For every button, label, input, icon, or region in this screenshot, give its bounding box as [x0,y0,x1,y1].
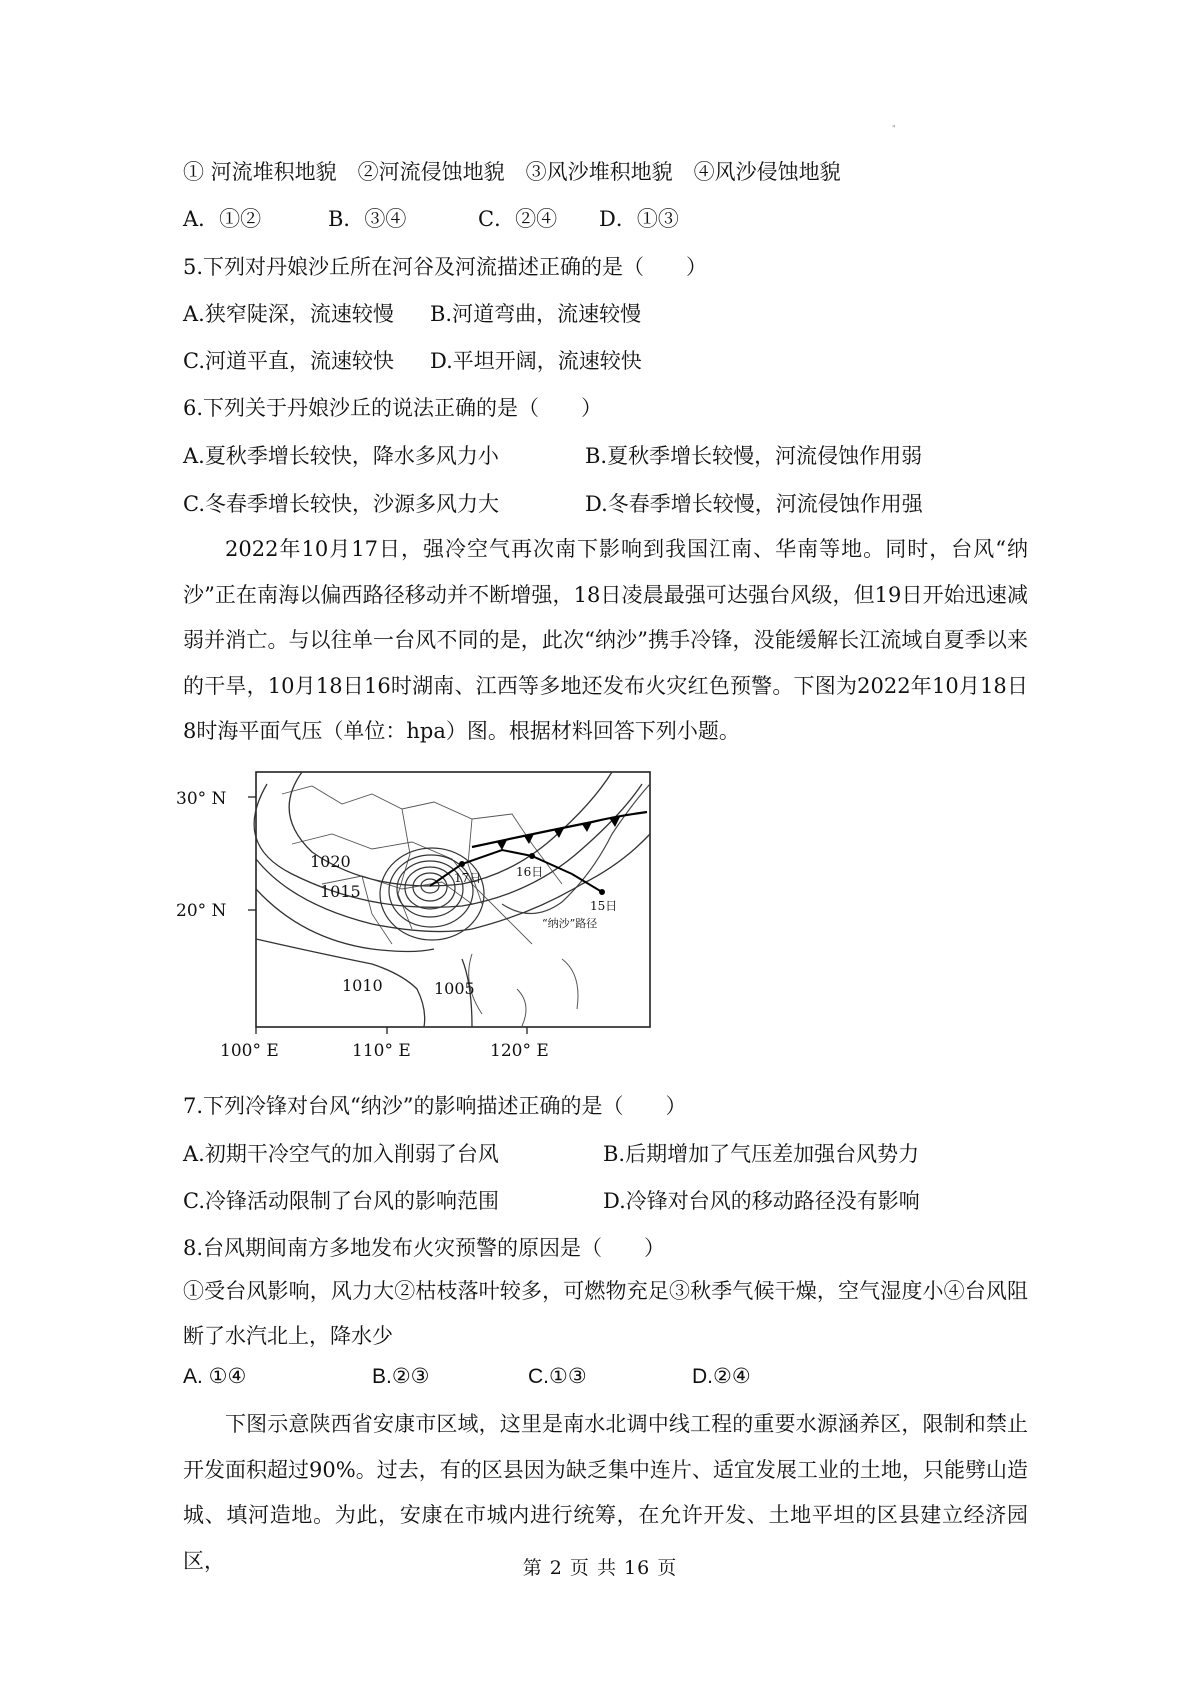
passage-typhoon: 2022年10月17日，强冷空气再次南下影响到我国江南、华南等地。同时，台风“纳沙”正在南海以偏西路径移动并不断增强，18日凌晨最强可达强台风级，但19日开始迅速减弱并消亡。与以往单一台风不同的是，此次“纳沙”携手冷锋，没能缓解长江流域自夏季以来的干旱，10月18日16时湖南、江西等多地还发布火灾红色预警。下图为2022年10月18日8时海平面气压（单位：hpa）图。根据材料回答下列小题。 [183,537,1028,743]
q8-items: ①受台风影响，风力大②枯枝落叶较多，可燃物充足③秋季气候干燥，空气湿度小④台风阻断了水汽北上，降水少 [183,1279,1028,1348]
q4-option-d[interactable]: D．①③ [599,207,679,231]
lat-label-20n: 20° N [176,901,227,921]
isobar-label-1010: 1010 [342,976,383,995]
lon-label-110e: 110° E [352,1041,411,1061]
q4-items: ① 河流堆积地貌 ②河流侵蚀地貌 ③风沙堆积地貌 ④风沙侵蚀地貌 [183,160,841,184]
q8-option-b[interactable]: B.②③ [372,1365,430,1388]
passage-ankang: 下图示意陕西省安康市区域，这里是南水北调中线工程的重要水源涵养区，限制和禁止开发面积超过90%。过去，有的区县因为缺乏集中连片、适宜发展工业的土地，只能劈山造城、填河造地。为此，安康在市城内进行统筹，在允许开发、土地平坦的区县建立经济园区， [183,1412,1028,1573]
lat-label-30n: 30° N [176,789,227,809]
q7-option-c[interactable]: C.冷锋活动限制了台风的影响范围 [183,1189,499,1213]
q7-option-d[interactable]: D.冷锋对台风的移动路径没有影响 [603,1189,920,1213]
q4-option-b[interactable]: B．③④ [328,207,407,231]
q5-option-b[interactable]: B.河道弯曲，流速较慢 [430,302,642,326]
isobar-label-1020: 1020 [310,852,351,871]
lon-label-100e: 100° E [220,1041,279,1061]
q6-stem: 6.下列关于丹娘沙丘的说法正确的是（ ） [183,396,603,420]
q6-option-b[interactable]: B.夏秋季增长较慢，河流侵蚀作用弱 [585,444,923,468]
lon-label-120e: 120° E [490,1041,549,1061]
isobar-label-1005: 1005 [434,979,475,998]
sea-level-pressure-map [172,764,662,1069]
corner-mark: " [892,124,896,133]
track-day-16: 16日 [516,865,544,879]
q6-option-c[interactable]: C.冬春季增长较快，沙源多风力大 [183,492,499,516]
q6-option-d[interactable]: D.冬春季增长较慢，河流侵蚀作用强 [585,492,923,516]
q5-stem: 5.下列对丹娘沙丘所在河谷及河流描述正确的是（ ） [183,255,708,279]
q6-option-a[interactable]: A.夏秋季增长较快，降水多风力小 [183,444,499,468]
q7-option-b[interactable]: B.后期增加了气压差加强台风势力 [603,1142,920,1166]
q8-option-c[interactable]: C.①③ [528,1365,587,1388]
q4-option-a[interactable]: A．①② [183,207,262,231]
q7-option-a[interactable]: A.初期干冷空气的加入削弱了台风 [183,1142,499,1166]
page-footer: 第 2 页 共 16 页 [522,1557,678,1579]
isobar-label-1015: 1015 [320,882,361,901]
track-label: “纳沙”路径 [542,917,598,930]
q8-option-a[interactable]: A. ①④ [183,1365,247,1388]
q8-stem: 8.台风期间南方多地发布火灾预警的原因是（ ） [183,1236,666,1260]
track-day-17: 17日 [454,871,482,885]
q7-stem: 7.下列冷锋对台风“纳沙”的影响描述正确的是（ ） [183,1094,687,1118]
q5-option-d[interactable]: D.平坦开阔，流速较快 [430,349,642,373]
q8-option-d[interactable]: D.②④ [692,1365,751,1388]
track-day-15: 15日 [590,899,618,913]
q5-option-a[interactable]: A.狭窄陡深，流速较慢 [183,302,394,326]
q5-option-c[interactable]: C.河道平直，流速较快 [183,349,394,373]
q4-option-c[interactable]: C．②④ [478,207,558,231]
